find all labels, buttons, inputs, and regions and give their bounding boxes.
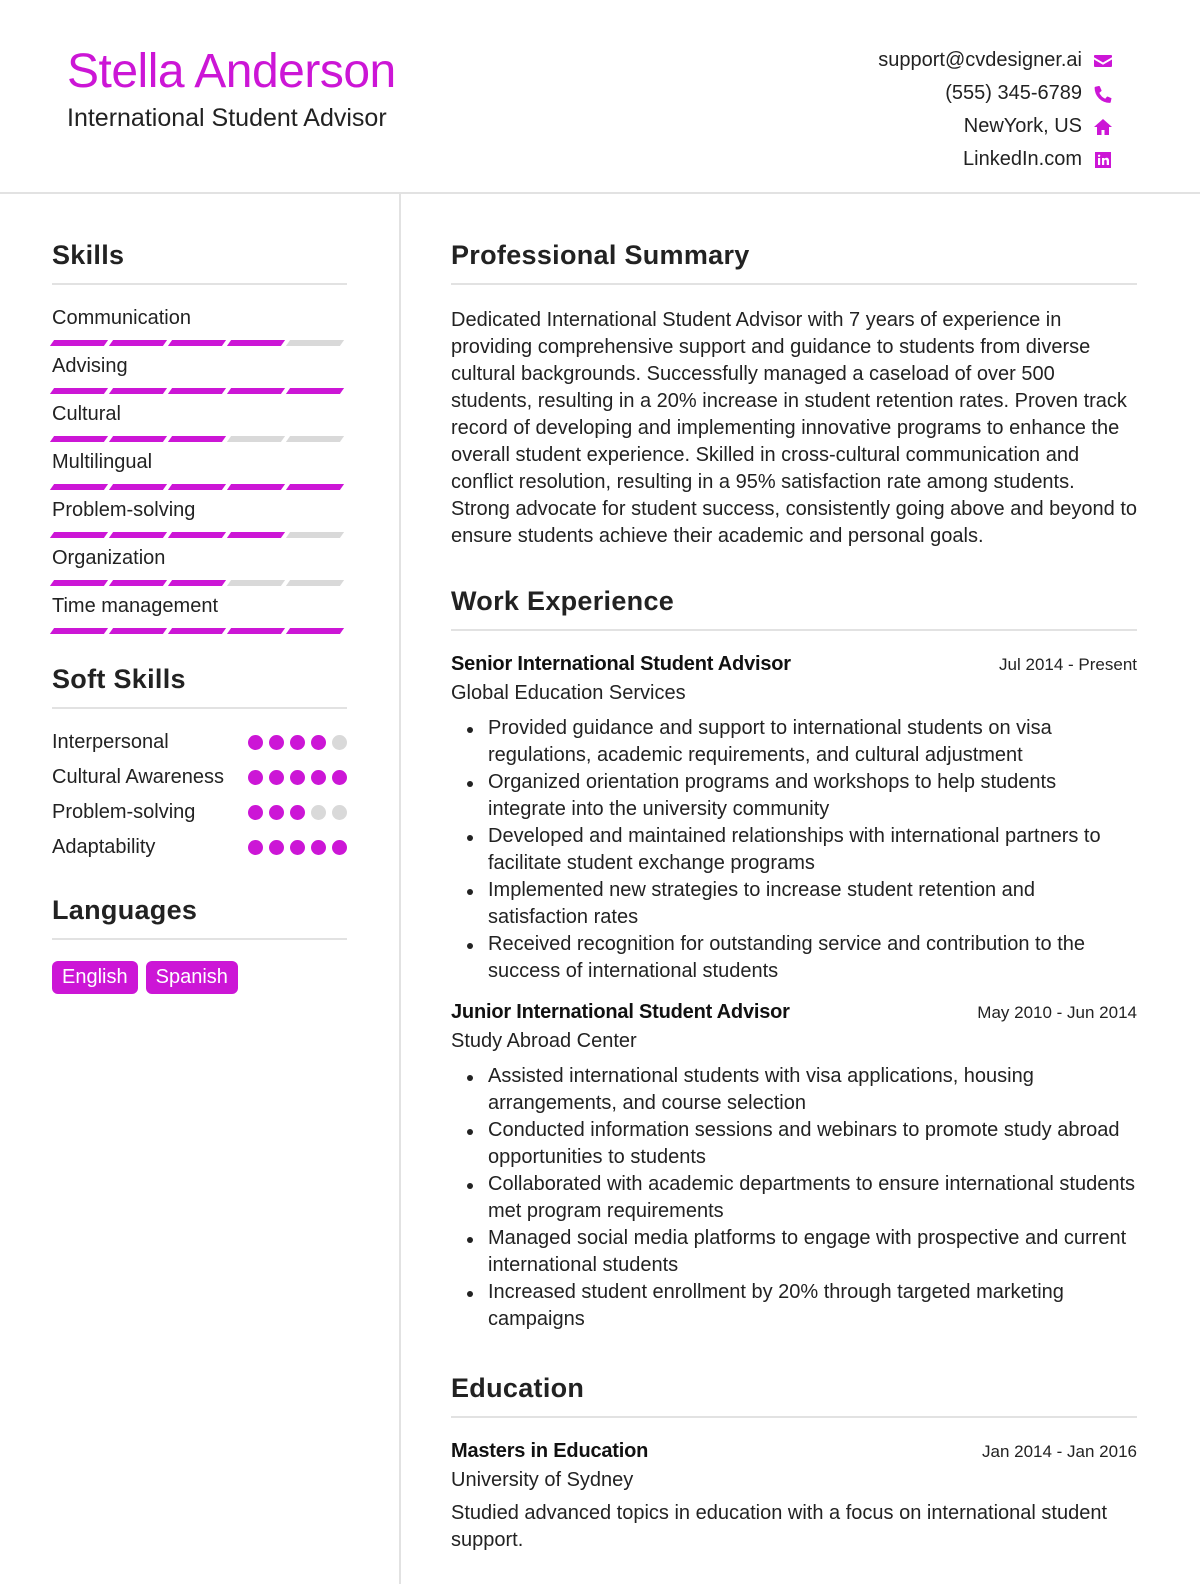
- rating-dot: [311, 805, 326, 820]
- rating-dot: [290, 735, 305, 750]
- rating-dot: [311, 770, 326, 785]
- job-bullet: Collaborated with academic departments to ensure international students met program requirements: [451, 1171, 1137, 1225]
- skill-level-segment: [286, 388, 344, 394]
- languages-section: [52, 895, 347, 994]
- email-icon: [1092, 50, 1114, 72]
- skill-level-bar: [52, 532, 347, 538]
- skill-level-segment: [227, 580, 285, 586]
- skill-level-segment: [227, 628, 285, 634]
- contact-location: [878, 110, 1114, 143]
- skill-level-segment: [168, 340, 226, 346]
- skills-heading: Skills: [52, 240, 347, 285]
- job-bullet: Organized orientation programs and workshops to help students integrate into the university community: [451, 769, 1137, 823]
- rating-dot: [248, 840, 263, 855]
- job-entry: [451, 653, 1137, 985]
- rating-dot: [248, 735, 263, 750]
- skill-name: Organization: [52, 547, 166, 569]
- soft-skill-rating: [248, 840, 347, 855]
- skill-level-segment: [168, 580, 226, 586]
- rating-dot: [311, 840, 326, 855]
- phone-icon: [1092, 83, 1114, 105]
- soft-skill-item: [52, 834, 347, 861]
- skill-level-segment: [286, 580, 344, 586]
- home-icon: [1092, 116, 1114, 138]
- education-entry: [451, 1440, 1137, 1554]
- work-experience-section: [451, 586, 1137, 1333]
- skill-item: [52, 547, 347, 586]
- skill-name: Multilingual: [52, 451, 153, 473]
- skill-level-segment: [50, 628, 108, 634]
- soft-skill-item: [52, 764, 347, 791]
- skill-level-segment: [50, 580, 108, 586]
- skill-level-segment: [286, 484, 344, 490]
- rating-dot: [332, 735, 347, 750]
- contact-phone-text: (555) 345-6789: [945, 82, 1082, 104]
- rating-dot: [290, 805, 305, 820]
- rating-dot: [269, 735, 284, 750]
- job-bullet: Assisted international students with visa applications, housing arrangements, and course selection: [451, 1063, 1137, 1117]
- rating-dot: [332, 805, 347, 820]
- skill-level-bar: [52, 340, 347, 346]
- right-column: [451, 240, 1137, 1554]
- language-tag-spanish: Spanish: [146, 961, 238, 994]
- skill-level-bar: [52, 436, 347, 442]
- rating-dot: [290, 840, 305, 855]
- candidate-title: International Student Advisor: [67, 104, 387, 132]
- job-dates: May 2010 - Jun 2014: [977, 1003, 1137, 1022]
- skill-level-segment: [109, 340, 167, 346]
- skill-level-segment: [227, 436, 285, 442]
- skill-level-segment: [286, 532, 344, 538]
- language-tag-english: English: [52, 961, 138, 994]
- skill-item: [52, 403, 347, 442]
- skill-level-segment: [168, 484, 226, 490]
- job-bullet: Received recognition for outstanding service and contribution to the success of international students: [451, 931, 1137, 985]
- skill-level-segment: [168, 628, 226, 634]
- soft-skill-item: [52, 729, 347, 756]
- skill-level-segment: [109, 436, 167, 442]
- skill-item: [52, 307, 347, 346]
- skill-level-bar: [52, 484, 347, 490]
- contact-linkedin[interactable]: [878, 143, 1114, 176]
- job-bullet: Increased student enrollment by 20% through targeted marketing campaigns: [451, 1279, 1137, 1333]
- rating-dot: [290, 770, 305, 785]
- skill-level-segment: [50, 436, 108, 442]
- skill-level-segment: [227, 388, 285, 394]
- job-bullets: [451, 1063, 1137, 1333]
- skill-name: Problem-solving: [52, 499, 196, 521]
- left-column: [52, 240, 347, 994]
- skill-level-segment: [109, 388, 167, 394]
- soft-skill-rating: [248, 805, 347, 820]
- languages-heading: Languages: [52, 895, 347, 940]
- skill-level-segment: [286, 628, 344, 634]
- job-bullet: Implemented new strategies to increase student retention and satisfaction rates: [451, 877, 1137, 931]
- soft-skill-name: Adaptability: [52, 836, 156, 858]
- job-bullet: Managed social media platforms to engage with prospective and current international students: [451, 1225, 1137, 1279]
- job-company: Study Abroad Center: [451, 1030, 637, 1052]
- linkedin-icon: [1092, 149, 1114, 171]
- rating-dot: [311, 735, 326, 750]
- skill-level-segment: [168, 532, 226, 538]
- skill-level-segment: [168, 436, 226, 442]
- rating-dot: [332, 770, 347, 785]
- soft-skill-rating: [248, 770, 347, 785]
- summary-text: Dedicated International Student Advisor with 7 years of experience in providing comprehensive support and guidance to students from diverse cultural backgrounds. Successfully managed a caseload of over 500 students, resulting in a 20% increase in student retention rates. Proven track record of developing and implementing innovative programs to enhance the overall student experience. Skilled in cross-cultural communication and conflict resolution, resulting in a 95% satisfaction rate among students. Strong advocate for student success, consistently going above and beyond to ensure students achieve their academic and personal goals.: [451, 309, 1137, 547]
- contact-info: [878, 44, 1114, 176]
- soft-skill-item: [52, 799, 347, 826]
- column-divider: [399, 194, 401, 1584]
- skill-level-segment: [109, 532, 167, 538]
- skill-name: Time management: [52, 595, 218, 617]
- rating-dot: [248, 770, 263, 785]
- skill-level-segment: [227, 484, 285, 490]
- soft-skill-rating: [248, 735, 347, 750]
- skill-level-bar: [52, 580, 347, 586]
- education-dates: Jan 2014 - Jan 2016: [981, 1442, 1137, 1461]
- job-bullet: Conducted information sessions and webinars to promote study abroad opportunities to students: [451, 1117, 1137, 1171]
- skill-level-segment: [50, 484, 108, 490]
- skill-name: Cultural: [52, 403, 121, 425]
- skill-level-segment: [109, 580, 167, 586]
- job-dates: Jul 2014 - Present: [999, 655, 1137, 674]
- rating-dot: [269, 770, 284, 785]
- school-name: University of Sydney: [451, 1469, 634, 1491]
- job-company: Global Education Services: [451, 682, 686, 704]
- skill-item: [52, 355, 347, 394]
- job-bullet: Provided guidance and support to international students on visa regulations, academic requirements, and cultural adjustment: [451, 715, 1137, 769]
- soft-skills-section: [52, 664, 347, 861]
- contact-email-text: support@cvdesigner.ai: [878, 49, 1082, 71]
- skill-level-segment: [227, 532, 285, 538]
- contact-phone[interactable]: [878, 77, 1114, 110]
- rating-dot: [248, 805, 263, 820]
- education-section: [451, 1373, 1137, 1554]
- skill-item: [52, 499, 347, 538]
- skills-list: [52, 307, 347, 634]
- rating-dot: [269, 805, 284, 820]
- candidate-name: Stella Anderson: [67, 45, 396, 98]
- skill-level-segment: [50, 388, 108, 394]
- skill-name: Communication: [52, 307, 191, 329]
- rating-dot: [332, 840, 347, 855]
- education-heading: Education: [451, 1373, 1137, 1418]
- job-title: Junior International Student Advisor: [451, 1001, 790, 1023]
- rating-dot: [269, 840, 284, 855]
- skill-item: [52, 595, 347, 634]
- skill-level-segment: [109, 484, 167, 490]
- summary-heading: Professional Summary: [451, 240, 1137, 285]
- soft-skills-list: [52, 729, 347, 861]
- skill-level-segment: [227, 340, 285, 346]
- education-description: Studied advanced topics in education with a focus on international student support.: [451, 1502, 1107, 1551]
- soft-skill-name: Cultural Awareness: [52, 766, 224, 788]
- language-tags: [52, 961, 347, 994]
- work-heading: Work Experience: [451, 586, 1137, 631]
- skill-level-segment: [50, 532, 108, 538]
- job-title: Senior International Student Advisor: [451, 653, 791, 675]
- skill-level-segment: [168, 388, 226, 394]
- job-bullets: [451, 715, 1137, 985]
- contact-location-text: NewYork, US: [963, 115, 1082, 137]
- soft-skill-name: Problem-solving: [52, 801, 196, 823]
- job-entry: [451, 1001, 1137, 1333]
- skill-level-segment: [50, 340, 108, 346]
- job-bullet: Developed and maintained relationships with international partners to facilitate student exchange programs: [451, 823, 1137, 877]
- skill-item: [52, 451, 347, 490]
- skill-level-bar: [52, 388, 347, 394]
- soft-skill-name: Interpersonal: [52, 731, 169, 753]
- skill-level-segment: [286, 340, 344, 346]
- skill-level-bar: [52, 628, 347, 634]
- resume-header: [0, 0, 1200, 194]
- soft-skills-heading: Soft Skills: [52, 664, 347, 709]
- skill-name: Advising: [52, 355, 128, 377]
- degree-title: Masters in Education: [451, 1440, 649, 1462]
- skill-level-segment: [286, 436, 344, 442]
- contact-linkedin-text: LinkedIn.com: [963, 148, 1082, 170]
- skill-level-segment: [109, 628, 167, 634]
- contact-email[interactable]: [878, 44, 1114, 77]
